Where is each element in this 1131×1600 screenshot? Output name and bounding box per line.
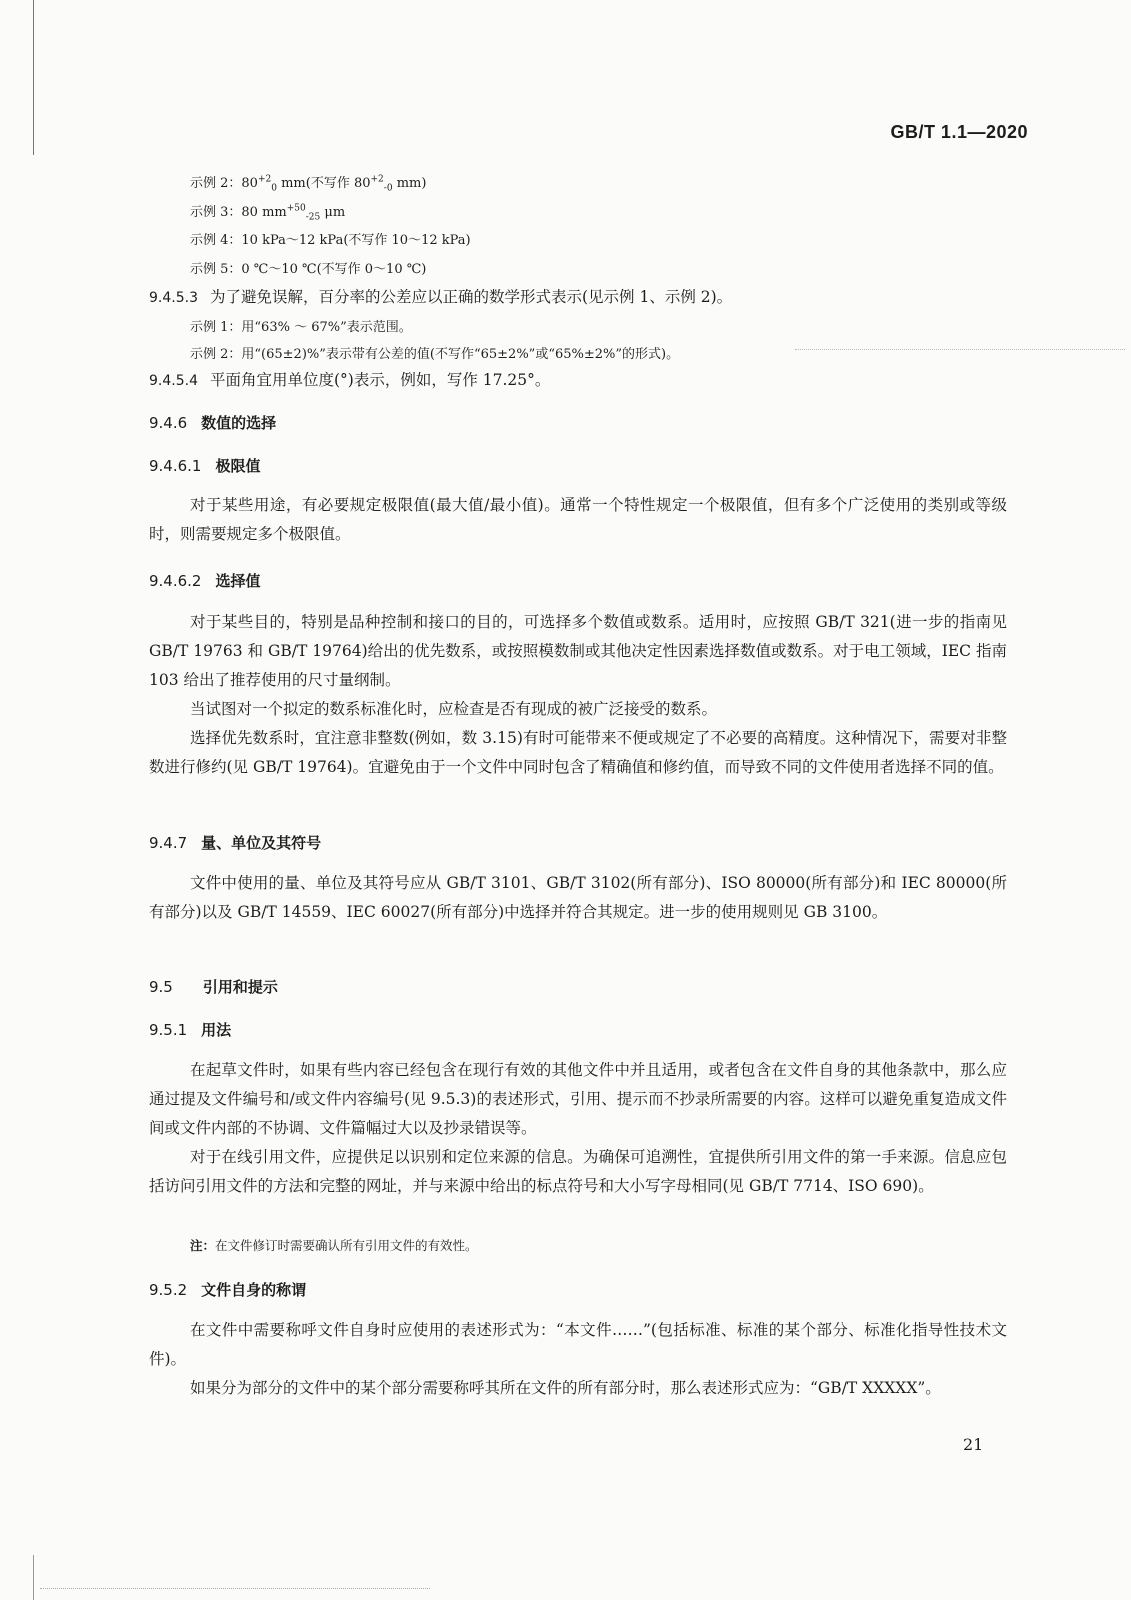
paragraph-usage-2: 对于在线引用文件，应提供足以识别和定位来源的信息。为确保可追溯性，宜提供所引用文件的第一手来源。信息应包括访问引用文件的方法和完整的网址，并与来源中给出的标点符号和大小写字母相同(见 GB/T 7714、ISO 690)。 <box>149 1148 1007 1195</box>
paragraph-selected-values-1: 对于某些目的，特别是品种控制和接口的目的，可选择多个数值或数系。适用时，应按照 GB/T 321(进一步的指南见 GB/T 19763 和 GB/T 19764)给出的优先数系，或按照模数制或其他决定性因素选择数值或数系。对于电工领域，IEC 指南 103 给出了推荐使用的尺寸量纲制。 <box>149 613 1007 689</box>
clause-9-4-5-4: 9.4.5.4 平面角宜用单位度(°)表示，例如，写作 17.25°。 <box>149 371 551 389</box>
scan-dotted-line <box>795 349 1125 350</box>
paragraph-limit-values: 对于某些用途，有必要规定极限值(最大值/最小值)。通常一个特性规定一个极限值，但有多个广泛使用的类别或等级时，则需要规定多个极限值。 <box>149 496 1007 543</box>
paragraph-selected-values-2: 当试图对一个拟定的数系标准化时，应检查是否有现成的被广泛接受的数系。 <box>190 700 718 718</box>
standard-code: GB/T 1.1—2020 <box>890 122 1028 142</box>
heading-9-4-7: 9.4.7 量、单位及其符号 <box>149 834 322 852</box>
scan-dotted-line <box>40 1588 430 1589</box>
paragraph-selected-values-3: 选择优先数系时，宜注意非整数(例如，数 3.15)有时可能带来不便或规定了不必要的高精度。这种情况下，需要对非整数进行修约(见 GB/T 19764)。宜避免由于一个文件中同时包含了精确值和修约值，而导致不同的文件使用者选择不同的值。 <box>149 729 1007 776</box>
paragraph-self-reference-2: 如果分为部分的文件中的某个部分需要称呼其所在文件的所有部分时，那么表述形式应为：“GB/T XXXXX”。 <box>190 1379 941 1397</box>
example-2: 示例 2：$80^{+2}_0$ mm(不写作 $80^{+2}_{-0}$ mm) <box>190 174 427 194</box>
paragraph-usage-1: 在起草文件时，如果有些内容已经包含在现行有效的其他文件中并且适用，或者包含在文件自身的其他条款中，那么应通过提及文件编号和/或文件内容编号(见 9.5.3)的表述形式，引用、提示而不抄录所需要的内容。这样可以避免重复造成文件间或文件内部的不协调、文件篇幅过大以及抄录错误等。 <box>149 1061 1007 1137</box>
note-reference-validity: 注：在文件修订时需要确认所有引用文件的有效性。 <box>190 1238 478 1253</box>
page-number: 21 <box>963 1435 984 1454</box>
example-5: 示例 5：0 ℃～10 ℃(不写作 0～10 ℃) <box>190 262 427 277</box>
heading-9-5: 9.5 引用和提示 <box>149 978 278 996</box>
scan-edge-line <box>33 1555 34 1600</box>
example-1-percent: 示例 1：用“63% ～ 67%”表示范围。 <box>190 320 412 335</box>
scan-edge-line <box>33 0 34 155</box>
paragraph-quantities-units: 文件中使用的量、单位及其符号应从 GB/T 3101、GB/T 3102(所有部分)、ISO 80000(所有部分)和 IEC 80000(所有部分)以及 GB/T 14559、IEC 60027(所有部分)中选择并符合其规定。进一步的使用规则见 GB 3100。 <box>149 874 1007 921</box>
example-2-percent: 示例 2：用“(65±2)%”表示带有公差的值(不写作“65±2%”或“65%±2%”的形式)。 <box>190 347 680 362</box>
clause-9-4-5-3: 9.4.5.3 为了避免误解，百分率的公差应以正确的数学形式表示(见示例 1、示例 2)。 <box>149 288 733 306</box>
paragraph-self-reference-1: 在文件中需要称呼文件自身时应使用的表述形式为：“本文件……”(包括标准、标准的某个部分、标准化指导性技术文件)。 <box>149 1321 1007 1368</box>
heading-9-5-1: 9.5.1 用法 <box>149 1021 232 1039</box>
heading-9-4-6-1: 9.4.6.1 极限值 <box>149 457 261 475</box>
example-4: 示例 4：10 kPa～12 kPa(不写作 10～12 kPa) <box>190 233 471 248</box>
heading-9-4-6-2: 9.4.6.2 选择值 <box>149 572 261 590</box>
example-3: 示例 3：80 $mm^{+50}_{-25}$ μm <box>190 203 346 223</box>
heading-9-4-6: 9.4.6 数值的选择 <box>149 414 277 432</box>
heading-9-5-2: 9.5.2 文件自身的称谓 <box>149 1281 307 1299</box>
